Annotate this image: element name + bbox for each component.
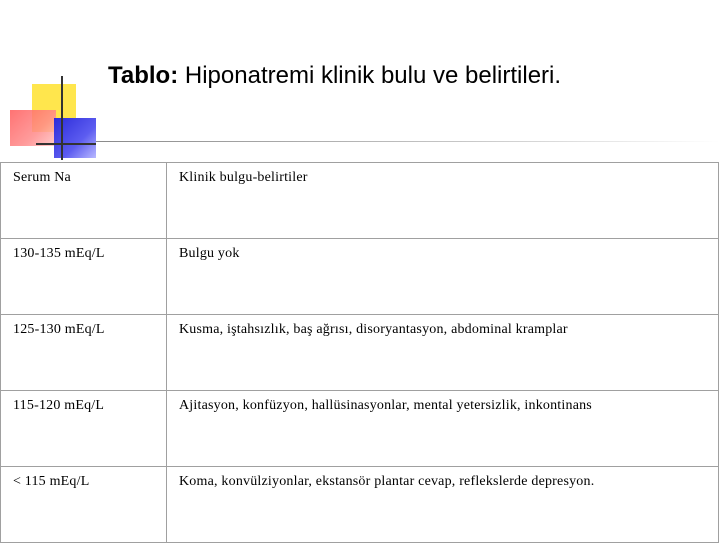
serum-na-cell: 125-130 mEq/L: [1, 315, 167, 391]
table-row: [1, 391, 719, 467]
hyponatremia-table: [0, 162, 719, 543]
decorative-vertical-line: [61, 76, 63, 160]
decorative-horizontal-line: [36, 143, 96, 145]
serum-na-cell: < 115 mEq/L: [1, 467, 167, 543]
table-header-row: [1, 163, 719, 239]
findings-cell: Bulgu yok: [167, 239, 719, 315]
table-row: [1, 239, 719, 315]
serum-na-cell: 130-135 mEq/L: [1, 239, 167, 315]
findings-cell: Ajitasyon, konfüzyon, hallüsinasyonlar, mental yetersizlik, inkontinans: [167, 391, 719, 467]
table-row: [1, 315, 719, 391]
decorative-red-square: [10, 110, 56, 146]
serum-na-cell: 115-120 mEq/L: [1, 391, 167, 467]
title-prefix: Tablo:: [108, 62, 179, 89]
findings-cell: Koma, konvülziyonlar, ekstansör plantar cevap, reflekslerde depresyon.: [167, 467, 719, 543]
title-underline: [96, 141, 720, 142]
table-row: [1, 467, 719, 543]
header-clinical-findings: Klinik bulgu-belirtiler: [167, 163, 719, 239]
header-serum-na: Serum Na: [1, 163, 167, 239]
title-text: Hiponatremi klinik bulu ve belirtileri.: [184, 62, 562, 89]
findings-cell: Kusma, iştahsızlık, baş ağrısı, disoryantasyon, abdominal kramplar: [167, 315, 719, 391]
slide-title: [108, 62, 561, 90]
